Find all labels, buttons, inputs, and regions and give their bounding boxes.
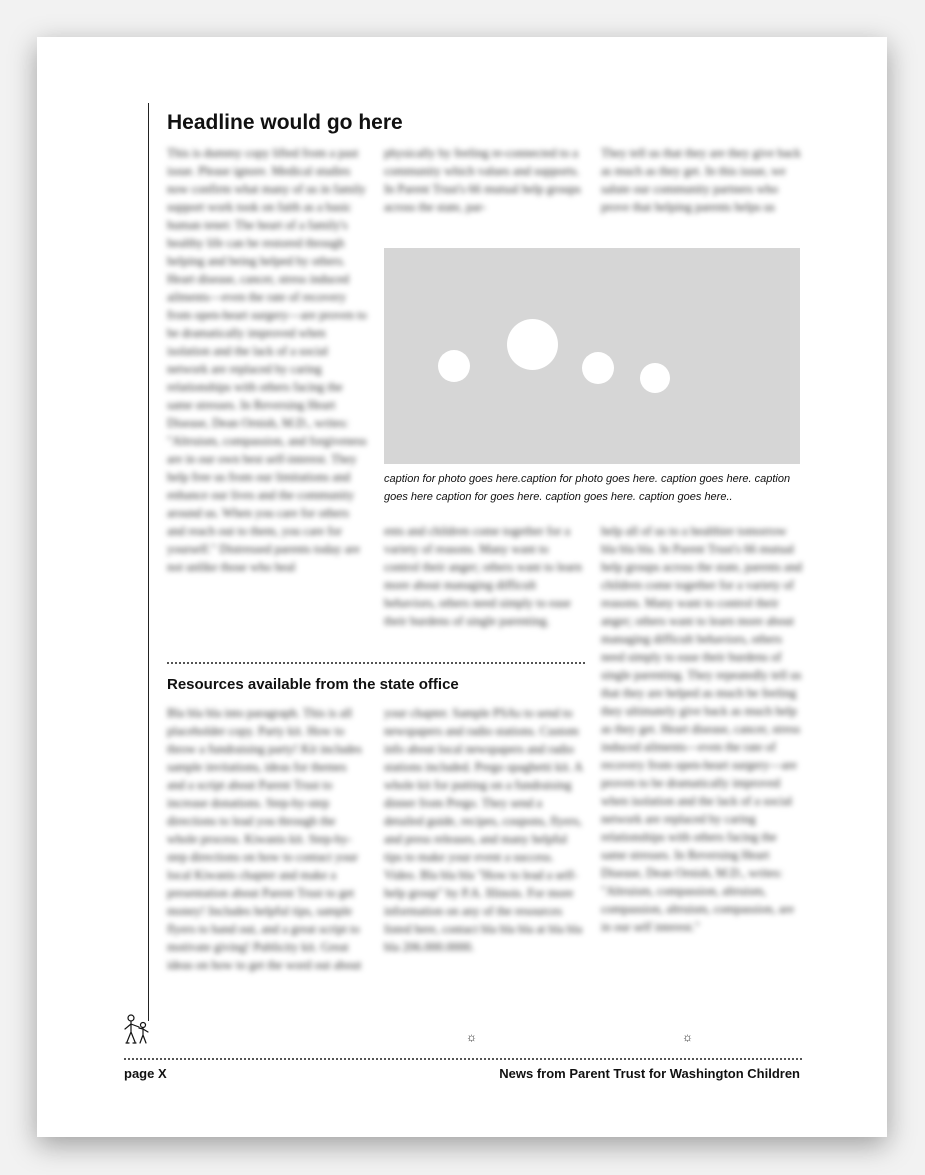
article-column-1-text: This is dummy copy lifted from a past issue. Please ignore. Medical studies now confirm what many of us in family support work took on faith as a basic human tenet: The heart of a family's healthy life can be restored through helping and being helped by others. Heart disease, cancer, stress induced ailments—even the rate of recovery from open-heart surgery—are proven to be dramatically improved when isolation and the lack of a social network are replaced by caring relationships with others facing the same stresses. In Reversing Heart Disease, Dean Ornish, M.D., writes: "Altruism, compassion, and forgiveness are in our own best self-interest. They help free us from our limitations and enhance our lives and the community around us. When you care for others and reach out to them, you care for yourself." Distressed parents today are not unlike those who heal [167,146,367,574]
section-divider [167,662,585,664]
left-margin-rule [148,103,149,1021]
article-column-3-upper [601,144,801,236]
photo-circle-4 [640,363,670,393]
article-column-2-upper-text: physically by feeling re-connected to a community which values and supports. In Parent Trust's 66 mutual help groups across the state, par- [384,146,581,214]
article-column-2-lower-text: ents and children come together for a variety of reasons. Many want to control their anger; others want to learn more about managing difficult behaviors, others need simply to ease their burdens of single parenting. [384,524,582,628]
resources-column-1-text: Bla bla bla into paragraph. This is all placeholder copy. Party kit. How to throw a fundraising party! Kit includes sample invitations, ideas for themes and a script about Parent Trust to increase donations. Step-by-step directions to lead you through the whole process. Kiwanis kit. Step-by-step directions on how to contact your local Kiwanis chapter and make a presentation about Parent Trust to get money! Includes helpful tips, sample flyers to hand out, and a great script to motivate giving! Publicity kit. Great ideas on how to get the word out about [167,706,362,972]
article-column-1 [167,144,367,650]
resources-heading: Resources available from the state office [167,676,459,693]
headline: Headline would go here [167,111,403,134]
photo-circle-2 [507,319,558,370]
footer-divider [124,1058,802,1060]
resources-column-1 [167,704,367,1046]
photo-circle-1 [438,350,470,382]
parent-child-figures-icon [122,1013,152,1045]
article-column-3-upper-text: They tell us that they are they give back as much as they get. In this issue, we salute our community partners who prove that helping parents helps us [601,146,801,214]
end-mark-icon: ☼ [682,1030,693,1044]
newsletter-name: News from Parent Trust for Washington Children [499,1066,800,1081]
photo-placeholder [384,248,800,464]
article-column-2-lower [384,522,584,650]
page-number: page X [124,1066,167,1081]
resources-end-mark-icon: ☼ [466,1030,477,1044]
resources-column-2-text: your chapter. Sample PSAs to send to newspapers and radio stations. Custom info about local newspapers and radio stations included. Prego spaghetti kit. A whole kit for putting on a fundraising dinner from Prego. They send a detailed guide, recipes, coupons, flyers, and press releases, and many helpful tips to make your event a success. Video. Bla bla bla "How to lead a self-help group" by P.A. Illinois. For more information on any of the resources listed here, contact bla bla bla at bla bla bla 206.000.0000. [384,706,583,954]
article-column-3-long [601,522,803,1045]
resources-column-2 [384,704,584,1046]
article-column-2-upper [384,144,584,236]
photo-circle-3 [582,352,614,384]
article-column-3-long-text: help all of us to a healthier tomorrow bla bla bla. In Parent Trust's 66 mutual help groups across the state, parents and children come together for a variety of reasons. Many want to control their anger; others want to learn more about managing difficult behaviors, others need simply to ease their burdens of single parenting. They repeatedly tell us that they are helped as much be feeling they ultimately give back as much help as they get. Heart disease, cancer, stress induced ailments—even the rate of recovery from open-heart surgery—are proven to be dramatically improved when isolation and the lack of a social network are replaced by caring relationships with others facing the same stresses. In Reversing Heart Disease, Dean Ornish, M.D., writes: "Altruism, compassion, altruism, compassion, altruism, compassion, are in our self interest." [601,524,802,934]
photo-caption: caption for photo goes here.caption for photo goes here. caption goes here. caption goes here caption for goes here. caption goes here. caption goes here.. [384,473,791,503]
